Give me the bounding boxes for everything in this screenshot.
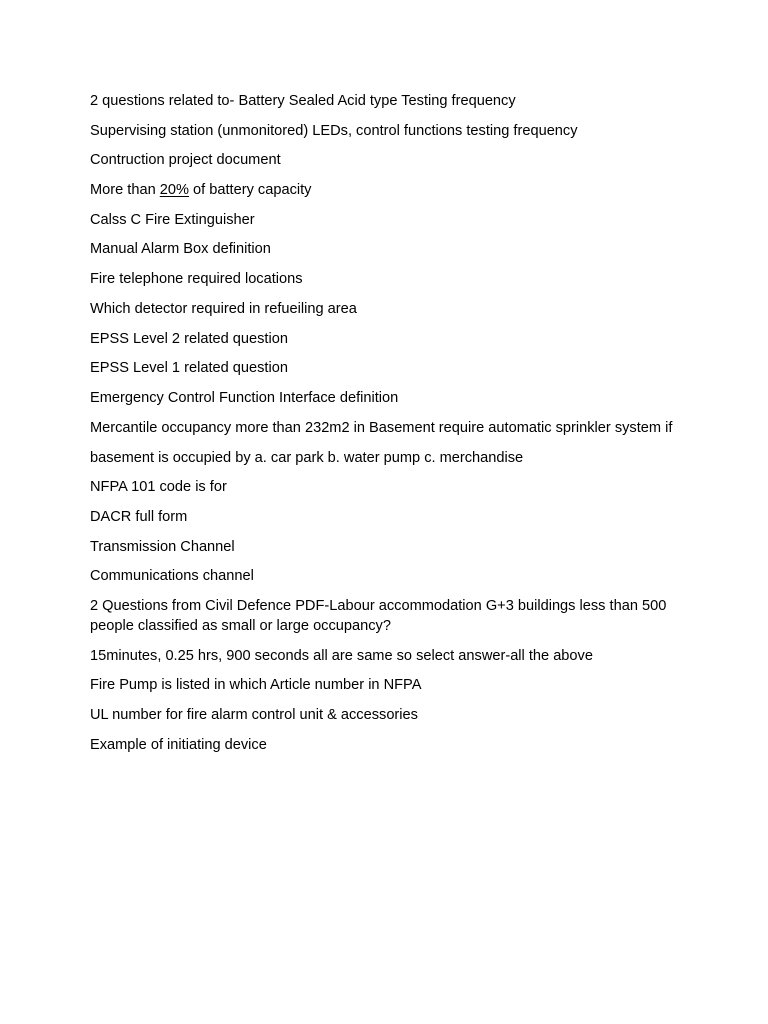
text-segment: More than: [90, 182, 160, 199]
document-page: [90, 92, 690, 765]
text-line: DACR full form: [90, 508, 188, 525]
text-line: NFPA 101 code is for: [90, 479, 227, 496]
text-line: Mercantile occupancy more than 232m2 in Basement require automatic sprinkler system if: [90, 419, 673, 436]
text-line: 2 Questions from Civil Defence PDF-Labour accommodation G+3 buildings less than 500 people classified as small or large occupancy?: [90, 598, 667, 634]
text-line: Calss C Fire Extinguisher: [90, 211, 255, 228]
text-line: UL number for fire alarm control unit & accessories: [90, 706, 418, 723]
text-line: Communications channel: [90, 568, 254, 585]
text-line: Transmission Channel: [90, 538, 235, 555]
text-line: 15minutes, 0.25 hrs, 900 seconds all are same so select answer-all the above: [90, 647, 593, 664]
text-segment: of battery capacity: [188, 182, 312, 199]
text-line: 2 questions related to- Battery Sealed Acid type Testing frequency: [90, 93, 516, 109]
text-line: Fire Pump is listed in which Article number in NFPA: [90, 677, 422, 694]
text-line: Example of initiating device: [90, 736, 267, 753]
underlined-percentage: 20%: [159, 182, 189, 199]
text-line: Which detector required in refueiling area: [90, 300, 357, 317]
text-line-battery-capacity: [90, 181, 690, 201]
text-line: basement is occupied by a. car park b. water pump c. merchandise: [90, 449, 524, 466]
text-line: Fire telephone required locations: [90, 271, 303, 288]
text-line: Supervising station (unmonitored) LEDs, control functions testing frequency: [90, 122, 578, 139]
text-line: EPSS Level 1 related question: [90, 360, 288, 377]
text-line: EPSS Level 2 related question: [90, 330, 288, 347]
text-line: Manual Alarm Box definition: [90, 241, 271, 258]
text-line: Emergency Control Function Interface definition: [90, 389, 399, 406]
text-line: Contruction project document: [90, 152, 281, 169]
